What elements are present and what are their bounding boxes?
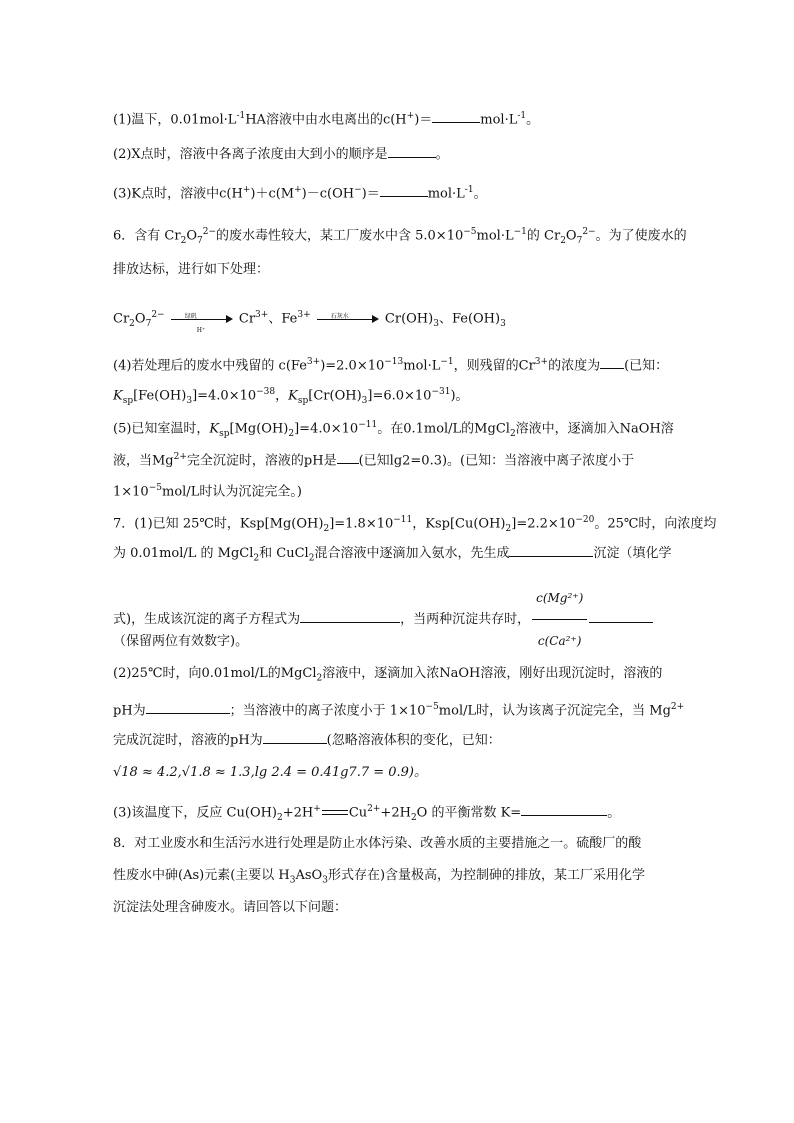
answer-blank[interactable] [263, 729, 327, 744]
q5-text: [Mg(OH) [229, 421, 289, 437]
question-4-line-2 [113, 382, 469, 411]
q7-text: Cu [348, 805, 368, 821]
sup: 2− [151, 310, 165, 320]
question-8-line-2 [113, 866, 645, 891]
q4-text: ]=4.0×10 [192, 388, 257, 404]
scheme-text: 、Fe(OH) [438, 311, 501, 327]
question-7-line-2 [113, 542, 671, 569]
q3-sup: + [294, 185, 302, 195]
answer-blank[interactable] [300, 608, 400, 623]
q3-sup: − [354, 185, 362, 195]
question-2 [113, 143, 449, 165]
answer-blank[interactable] [146, 699, 230, 714]
scheme-text: 、Fe [268, 311, 298, 327]
q3-text: (3)K点时，溶液中c(H [113, 186, 243, 202]
sub: 3 [186, 395, 193, 406]
problem-6-line-1 [113, 222, 687, 251]
q4-text: ]=6.0×10 [367, 388, 432, 404]
q4-text: [Fe(OH) [133, 388, 187, 404]
question-8-line-1: 8．对工业废水和生活污水进行处理是防止水体污染、改善水质的主要措施之一。硫酸厂的酸 [113, 836, 642, 851]
sub: 2 [288, 428, 295, 439]
sub: 2 [560, 235, 566, 246]
q8-text: AsO [295, 868, 323, 883]
q5-text: K [209, 421, 220, 437]
q7-text: 溶液中，逐滴加入浓NaOH溶液，刚好出现沉淀时，溶液的 [322, 666, 663, 681]
p6-text: 6．含有 Cr [113, 228, 181, 244]
q4-text: K [113, 388, 123, 404]
q5-text: (已知lg2=0.3)。(已知：当溶液中离子浓度小于 [358, 453, 635, 469]
sub: 3 [289, 875, 296, 886]
p6-text: O [565, 228, 577, 244]
q7-text: ，Ksp[Cu(OH) [412, 516, 506, 532]
sup: −13 [384, 357, 404, 367]
q4-text: ， [275, 388, 289, 404]
q5-text: (5)已知室温时， [113, 421, 210, 437]
fraction-denominator: c(Ca²⁺) [537, 634, 582, 648]
sub: 2 [277, 812, 283, 823]
sub: 3 [500, 318, 506, 329]
q7-text: 。 [607, 805, 621, 821]
arrow-label: H⁺ [196, 326, 206, 334]
q4-text: [Cr(OH) [308, 388, 362, 404]
p6-text: 的 Cr [526, 228, 561, 244]
sub: 2 [316, 673, 323, 684]
q8-text: 形式存在)含量极高，为控制砷的排放，某工厂采用化学 [327, 868, 646, 883]
question-5-line-2 [113, 447, 634, 471]
q3-unit: mol·L [427, 186, 465, 202]
answer-blank[interactable] [337, 449, 359, 464]
question-1 [113, 106, 539, 130]
concentration-ratio-fraction [532, 578, 587, 661]
q7-text: 和 CuCl [259, 546, 309, 561]
q3-text: )－c(OH [301, 186, 355, 202]
q7-text: 沉淀（填化学 [593, 546, 672, 561]
question-7-line-6 [113, 697, 684, 721]
sup: 2+ [173, 452, 187, 462]
q7-text: 。25℃时，向浓度均 [594, 516, 717, 532]
sub: 7 [145, 318, 152, 329]
q2-text: (2)X点时，溶液中各离子浓度由大到小的顺序是 [113, 147, 388, 162]
p6-text: mol·L [476, 228, 514, 244]
q1-end: 。 [526, 112, 540, 128]
question-8-line-3: 沉淀法处理含砷废水。请回答以下问题： [113, 900, 348, 915]
sub: 2 [505, 523, 512, 534]
q3-text: )＝ [361, 186, 380, 202]
sub: 2 [129, 318, 135, 329]
question-5-line-3 [113, 478, 302, 502]
sub: sp [297, 395, 309, 406]
sub: 3 [361, 395, 368, 406]
scheme-text: Cr(OH) [384, 311, 434, 327]
question-7-line-9 [113, 799, 620, 828]
sup: 2− [202, 227, 216, 237]
question-7-line-7 [113, 729, 501, 751]
sub: 2 [509, 428, 516, 439]
q1-text-pre: (1)温下，0.01mol·L [113, 112, 237, 128]
question-4-line-1 [113, 352, 668, 376]
fraction-numerator: c(Mg²⁺) [532, 578, 587, 620]
q1-unit: mol·L [480, 112, 518, 128]
q4-text: ，则残留的Cr [453, 358, 535, 374]
sup: 3+ [534, 357, 549, 367]
sub: 2 [323, 523, 330, 534]
sub: sp [122, 395, 134, 406]
q7-text: O 的平衡常数 K= [416, 805, 522, 821]
answer-blank[interactable] [509, 542, 593, 557]
sub: 2 [253, 553, 260, 564]
p6-text: O [186, 228, 197, 244]
answer-blank[interactable] [600, 354, 624, 369]
q5-text: 1×10 [113, 484, 149, 500]
q1-sup: + [406, 111, 415, 121]
q4-text: 的浓度为 [548, 358, 601, 374]
sub: 7 [576, 235, 583, 246]
answer-blank[interactable] [388, 143, 436, 158]
q1-sup: -1 [236, 111, 246, 121]
sup: −5 [425, 702, 439, 712]
reaction-arrow-icon [171, 312, 233, 334]
q5-text: 。在0.1mol/L的MgCl [377, 421, 510, 437]
q3-sup: -1 [464, 185, 474, 195]
sup: −11 [358, 420, 378, 430]
scheme-text: Cr [238, 311, 256, 327]
q4-text: (4)若处理后的废水中残留的 c(Fe [113, 358, 307, 374]
q7-text: +2H [380, 805, 411, 821]
sub: sp [219, 428, 230, 439]
sup: −5 [148, 483, 162, 493]
sub: 3 [322, 875, 328, 886]
q7-text: (2)25℃时，向0.01mol/L的MgCl [113, 666, 317, 681]
sup: 3+ [306, 357, 321, 367]
q3-text: )＋c(M [250, 186, 295, 202]
sup: 2+ [367, 804, 381, 814]
q7-text: mol/L时，认为该离子沉淀完全，当 Mg [438, 703, 671, 719]
q3-sup: + [242, 185, 251, 195]
sub: 2 [410, 812, 417, 823]
q5-text: 完全沉淀时，溶液的pH是 [186, 453, 337, 469]
answer-blank[interactable] [380, 182, 428, 197]
question-7-line-8: √18 ≈ 4.2,√1.8 ≈ 1.3,lg 2.4 = 0.41g7.7 = 0.9)。 [113, 765, 427, 780]
q4-text: )=2.0×10 [320, 358, 385, 374]
q7-text: (3)该温度下，反应 Cu(OH) [113, 805, 278, 821]
answer-blank[interactable] [521, 801, 607, 816]
q4-text: (已知： [624, 358, 669, 374]
sup: 3+ [255, 310, 269, 320]
q7-text: +2H [282, 805, 314, 821]
q7-text: 混合溶液中逐滴加入氨水，先生成 [314, 546, 510, 561]
sup: −1 [513, 227, 527, 237]
question-7-line-1 [113, 510, 716, 539]
q7-text: 完成沉淀时，溶液的pH为 [113, 733, 263, 748]
sup: −5 [463, 227, 477, 237]
reaction-scheme [113, 305, 506, 334]
question-5-line-1 [113, 415, 674, 444]
sub: 2 [180, 235, 187, 246]
sub: 3 [433, 318, 439, 329]
q7-text: ；当溶液中的离子浓度小于 1×10 [229, 703, 426, 719]
q8-text: 性废水中砷(As)元素(主要以 H [113, 868, 290, 883]
q7-text: ]=2.2×10 [511, 516, 576, 532]
question-3 [113, 180, 487, 204]
q4-text: mol·L [403, 358, 441, 374]
sup: 2− [582, 227, 596, 237]
sup: 2+ [670, 702, 685, 712]
q5-text: 液，当Mg [113, 453, 174, 469]
q5-text: ]=4.0×10 [294, 421, 359, 437]
q5-text: mol/L时认为沉淀完全。) [162, 484, 302, 500]
sub: 7 [196, 235, 203, 246]
q4-text: K [288, 388, 298, 404]
q2-end: 。 [435, 147, 449, 162]
sup: + [313, 804, 321, 814]
sup: −38 [256, 387, 276, 397]
reaction-arrow-icon [317, 313, 379, 325]
q1-text-mid: HA溶液中由水电离出的c(H [245, 112, 407, 128]
q7-text: (忽略溶液体积的变化，已知： [326, 733, 501, 748]
sub: 2 [308, 553, 315, 564]
p6-text: 。为了使废水的 [595, 228, 687, 244]
q7-text: ，当两种沉淀共存时， [400, 612, 531, 627]
sup: −1 [440, 357, 454, 367]
answer-blank[interactable] [432, 108, 480, 123]
question-7-line-4: （保留两位有效数字)。 [113, 634, 249, 649]
q7-text: ]=1.8×10 [329, 516, 394, 532]
arrow-label: 绿矾 [184, 312, 197, 320]
p6-text: 的废水毒性较大，某工厂废水中含 5.0×10 [216, 228, 464, 244]
q7-text: 7．(1)已知 25℃时，Ksp[Mg(OH) [113, 516, 324, 532]
q7-text: 式)，生成该沉淀的离子方程式为 [113, 612, 301, 627]
question-7-line-5 [113, 664, 662, 689]
answer-blank[interactable] [589, 608, 653, 623]
sup: 3+ [297, 310, 311, 320]
equilibrium-arrow-icon [322, 808, 348, 818]
q1-text-mid2: )＝ [414, 112, 433, 128]
sup: −31 [431, 387, 451, 397]
sup: −11 [393, 515, 413, 525]
q4-text: )。 [450, 388, 469, 404]
q1-sup: -1 [517, 111, 527, 121]
problem-6-line-2: 排放达标，进行如下处理： [113, 262, 270, 277]
q5-text: 溶液中，逐滴加入NaOH溶 [515, 421, 674, 437]
q7-text: pH为 [113, 703, 146, 719]
scheme-text: Cr [113, 311, 130, 327]
q3-end: 。 [473, 186, 487, 202]
q7-text: 为 0.01mol/L 的 MgCl [113, 546, 254, 561]
scheme-text: O [134, 311, 146, 327]
sup: −20 [575, 515, 595, 525]
arrow-label: 石灰水 [330, 312, 349, 320]
